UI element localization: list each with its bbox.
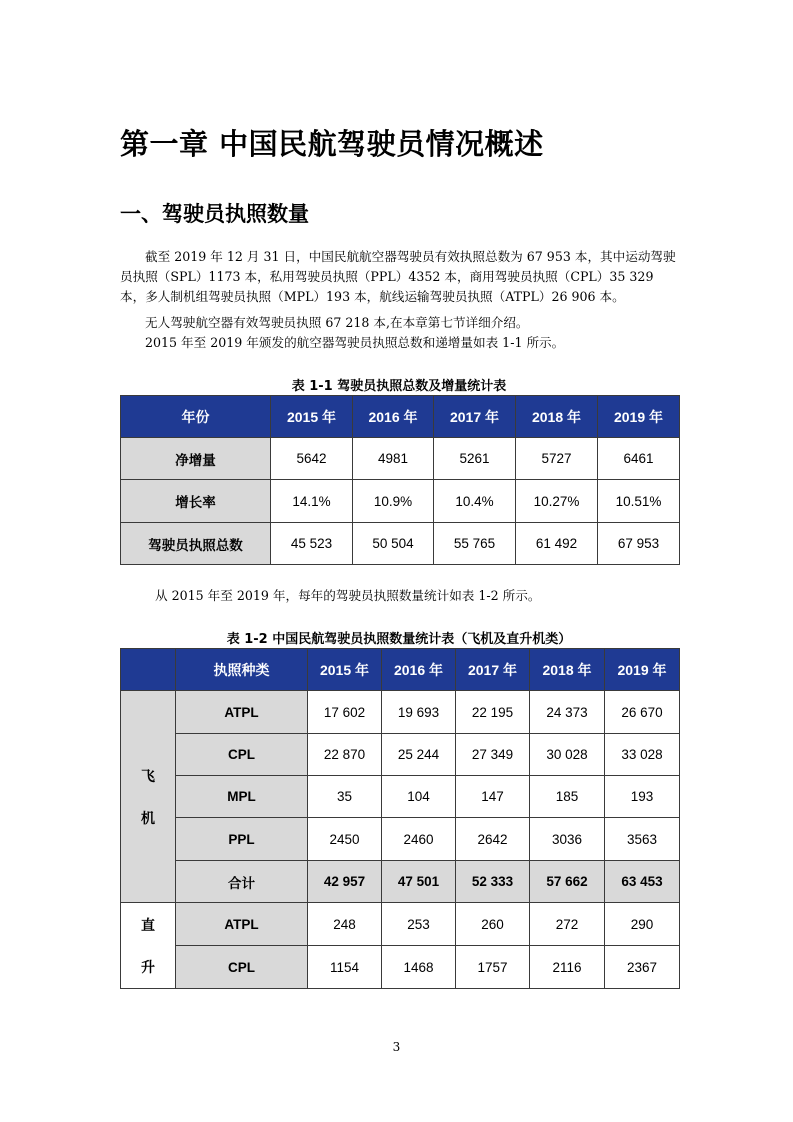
row-label: ATPL <box>176 691 308 734</box>
row-label: MPL <box>176 776 308 818</box>
table2-header-cell <box>121 649 176 691</box>
table-cell: 14.1% <box>271 480 353 523</box>
paragraph-table2-intro: 从 2015 年至 2019 年，每年的驾驶员执照数量统计如表 1-2 所示。 <box>155 588 541 603</box>
table-cell: 260 <box>456 903 530 946</box>
table-cell: 33 028 <box>605 734 680 776</box>
table2-header-cell: 2019 年 <box>605 649 680 691</box>
table-cell: 67 953 <box>598 523 680 565</box>
table2-header-cell: 2016 年 <box>382 649 456 691</box>
table-cell: 1468 <box>382 946 456 989</box>
table1-header-cell: 年份 <box>121 396 271 438</box>
table-cell: 3036 <box>530 818 605 861</box>
table-row <box>121 691 680 734</box>
row-label: ATPL <box>176 903 308 946</box>
table-cell: 22 870 <box>308 734 382 776</box>
row-label: CPL <box>176 734 308 776</box>
table-cell: 35 <box>308 776 382 818</box>
table-cell: 25 244 <box>382 734 456 776</box>
table-cell: 104 <box>382 776 456 818</box>
chapter-title: 第一章 中国民航驾驶员情况概述 <box>120 127 544 161</box>
table-cell: 4981 <box>353 438 434 480</box>
total-cell: 57 662 <box>530 861 605 903</box>
license-total-table <box>120 395 680 565</box>
helicopter-group-label: 直 升 <box>121 903 176 989</box>
table-cell: 10.51% <box>598 480 680 523</box>
table-cell: 26 670 <box>605 691 680 734</box>
total-cell: 63 453 <box>605 861 680 903</box>
table-cell: 2367 <box>605 946 680 989</box>
airplane-group-label: 飞 机 <box>121 691 176 903</box>
table-cell: 2450 <box>308 818 382 861</box>
table-cell: 50 504 <box>353 523 434 565</box>
section-title: 一、驾驶员执照数量 <box>120 202 309 226</box>
row-label: 驾驶员执照总数 <box>121 523 271 565</box>
table-cell: 5642 <box>271 438 353 480</box>
table-cell: 193 <box>605 776 680 818</box>
table-cell: 5727 <box>516 438 598 480</box>
table-row <box>121 734 680 776</box>
table1-header-cell: 2016 年 <box>353 396 434 438</box>
total-label: 合计 <box>176 861 308 903</box>
row-label: PPL <box>176 818 308 861</box>
table2-header-cell: 执照种类 <box>176 649 308 691</box>
table-cell: 10.9% <box>353 480 434 523</box>
table-cell: 185 <box>530 776 605 818</box>
table1-header-cell: 2017 年 <box>434 396 516 438</box>
page-number: 3 <box>392 1040 401 1054</box>
total-cell: 42 957 <box>308 861 382 903</box>
table2-header-cell: 2017 年 <box>456 649 530 691</box>
table-cell: 2116 <box>530 946 605 989</box>
table-cell: 24 373 <box>530 691 605 734</box>
table-cell: 3563 <box>605 818 680 861</box>
total-cell: 47 501 <box>382 861 456 903</box>
table-cell: 22 195 <box>456 691 530 734</box>
table-row <box>121 946 680 989</box>
table-cell: 6461 <box>598 438 680 480</box>
table-cell: 61 492 <box>516 523 598 565</box>
row-label: CPL <box>176 946 308 989</box>
table1-header-cell: 2015 年 <box>271 396 353 438</box>
row-label: 净增量 <box>121 438 271 480</box>
table-cell: 30 028 <box>530 734 605 776</box>
table2-caption: 表 1-2 中国民航驾驶员执照数量统计表（飞机及直升机类） <box>226 632 572 647</box>
table-cell: 5261 <box>434 438 516 480</box>
table-cell: 253 <box>382 903 456 946</box>
paragraph-uav-licenses: 无人驾驶航空器有效驾驶员执照 67 218 本,在本章第七节详细介绍。 <box>145 315 529 330</box>
table-cell: 290 <box>605 903 680 946</box>
table1-header-row <box>121 396 680 438</box>
table-cell: 27 349 <box>456 734 530 776</box>
table-row <box>121 438 680 480</box>
table-cell: 272 <box>530 903 605 946</box>
table-row <box>121 480 680 523</box>
table-row <box>121 903 680 946</box>
table1-caption: 表 1-1 驾驶员执照总数及增量统计表 <box>291 379 507 394</box>
license-type-table <box>120 648 680 989</box>
table-cell: 147 <box>456 776 530 818</box>
table-cell: 2642 <box>456 818 530 861</box>
table-row <box>121 776 680 818</box>
table-cell: 10.27% <box>516 480 598 523</box>
paragraph-table1-intro: 2015 年至 2019 年颁发的航空器驾驶员执照总数和递增量如表 1-1 所示。 <box>145 335 565 350</box>
total-cell: 52 333 <box>456 861 530 903</box>
table2-header-cell: 2018 年 <box>530 649 605 691</box>
table1-header-cell: 2019 年 <box>598 396 680 438</box>
table-cell: 55 765 <box>434 523 516 565</box>
table-row <box>121 523 680 565</box>
table-cell: 248 <box>308 903 382 946</box>
table2-header-row <box>121 649 680 691</box>
table-cell: 1757 <box>456 946 530 989</box>
table-row <box>121 818 680 861</box>
table1-header-cell: 2018 年 <box>516 396 598 438</box>
table-cell: 10.4% <box>434 480 516 523</box>
row-label: 增长率 <box>121 480 271 523</box>
table-cell: 2460 <box>382 818 456 861</box>
table-total-row <box>121 861 680 903</box>
table-cell: 17 602 <box>308 691 382 734</box>
table-cell: 19 693 <box>382 691 456 734</box>
table-cell: 45 523 <box>271 523 353 565</box>
table-cell: 1154 <box>308 946 382 989</box>
table2-header-cell: 2015 年 <box>308 649 382 691</box>
paragraph-license-summary: 截至 2019 年 12 月 31 日，中国民航航空器驾驶员有效执照总数为 67 953 本，其中运动驾驶员执照（SPL）1173 本，私用驾驶员执照（PPL）4352 本，商用驾驶员执照（CPL）35 329 本，多人制机组驾驶员执照（MPL）193 本，航线运输驾驶员执照（ATPL）26 906 本。 <box>120 249 676 304</box>
